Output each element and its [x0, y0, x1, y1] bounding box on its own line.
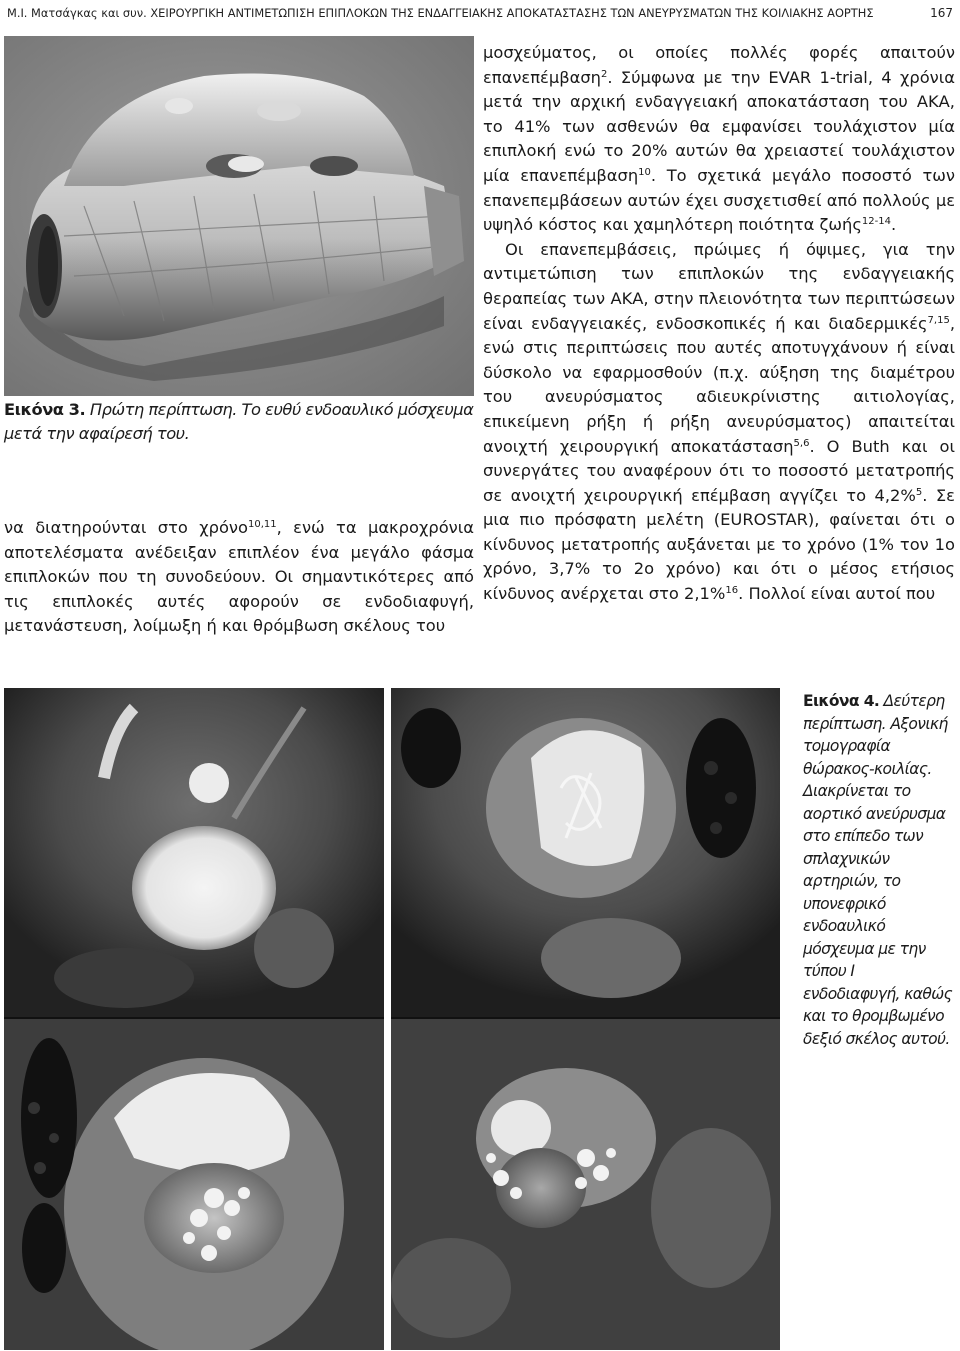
figure-4-label: Εικόνα 4.: [803, 692, 880, 710]
text-run: . Σε μια πιο πρόσφατη μελέτη (EUROSTAR), φαίνεται ότι ο κίνδυνος μετατροπής αυξάνεται με το χρόνο (1% τον 1ο χρόνο, 3,7% το 2ο χρόνο) και ότι ο μέσος ετήσιος κίνδυνος ανέρχεται στο 2,1%: [483, 485, 955, 604]
running-head: [7, 6, 953, 26]
text-run: . Πολλοί είναι αυτοί που: [738, 584, 936, 604]
text-run: . Σύμφωνα με την EVAR 1-trial, 4 χρόνια μετά την αρχική ενδαγγειακή αποκατάσταση του ΑΚΑ, το 41% των ασθενών θα εμφανίσει τουλάχιστον μία επιπλοκή ενώ το 20% αυτών θα χρειαστεί τουλάχιστον μία επανεπέμβαση: [483, 67, 955, 185]
right-paragraph-2: [483, 238, 955, 607]
figure-3-photo: [4, 36, 474, 396]
figure-4-ct-right: [391, 688, 780, 1350]
reference: 5,6: [793, 437, 810, 449]
text-run: . Το σχετικά μεγάλο ποσοστό των επανεπεμβάσεων αυτών έχει συσχετισθεί από πολλούς με υψηλό κόστος και χαμηλότερη ποιότητα ζωής: [483, 165, 955, 235]
reference: 10,11: [247, 519, 277, 530]
reference: 10: [638, 166, 651, 178]
reference: 16: [725, 585, 739, 597]
right-column: [483, 41, 955, 607]
text-run: .: [890, 215, 897, 235]
text-run: , ενώ τα μακροχρόνια αποτελέσματα ανέδειξαν επιπλέον ένα μεγάλο φάσμα επιπλοκών που τη συνοδεύουν. Οι σημαντικότερες από τις επιπλοκές αυτές αφορούν σε ενδοδιαφυγή, μετανάστευση, λοίμωξη ή και θρόμβωση σκέλους του: [4, 518, 474, 636]
figure-3-caption-text: Πρώτη περίπτωση. Το ευθύ ενδοαυλικό μόσχευμα μετά την αφαίρεσή του.: [4, 400, 474, 443]
running-head-title: Μ.Ι. Ματσάγκας και συν. ΧΕΙΡΟΥΡΓΙΚΗ ΑΝΤΙΜΕΤΩΠΙΣΗ ΕΠΙΠΛΟΚΩΝ ΤΗΣ ΕΝΔΑΓΓΕΙΑΚΗΣ ΑΠΟΚΑΤΑΣΤΑΣΗΣ ΤΩΝ ΑΝΕΥΡΥΣΜΑΤΩΝ ΤΗΣ ΚΟΙΛΙΑΚΗΣ ΑΟΡΤΗΣ: [7, 6, 874, 20]
right-paragraph-1: [483, 41, 955, 238]
figure-divider: [384, 688, 391, 1350]
reference: 2: [600, 68, 608, 80]
ct-scan-image: [4, 688, 384, 1350]
page-number: 167: [930, 6, 953, 20]
figure-4-ct-left: [4, 688, 384, 1350]
text-run: , ενώ στις περιπτώσεις που αυτές αποτυγχάνουν ή είναι δύσκολο να εφαρμοσθούν (π.χ. αύξηση της διαμέτρου του ανευρύσματος αδιευκρίνιστης αιτιολογίας, επικείμενη ρήξη ή ρήξη ανευρύσματος) απαιτείται ανοιχτή χειρουργική αποκατάσταση: [483, 313, 955, 456]
reference: 7,15: [927, 314, 950, 326]
left-column: [4, 516, 474, 639]
explanted-graft-image: [4, 36, 474, 396]
reference: 5: [915, 486, 923, 498]
text-run: μοσχεύματος, οι οποίες πολλές φορές απαιτούν επανεπέμβαση: [483, 43, 955, 87]
text-run: . Ο Buth και οι συνεργάτες του αναφέρουν ότι το ποσοστό μετατροπής σε ανοιχτή χειρουργική επέμβαση αγγίζει το 4,2%: [483, 436, 955, 505]
figure-3-caption: [4, 398, 474, 446]
figure-3-label: Εικόνα 3.: [4, 400, 86, 419]
reference: 12-14: [861, 216, 891, 228]
figure-4-caption: [803, 690, 955, 1050]
left-paragraph-1: [4, 516, 474, 639]
ct-scan-image: [391, 688, 780, 1350]
text-run: Οι επανεπεμβάσεις, πρώιμες ή όψιμες, για την αντιμετώπιση των επιπλοκών της ενδαγγειακής θεραπείας των ΑΚΑ, στην πλειονότητα των περιπτώσεων είναι ενδαγγειακές, ενδοσκοπικές ή και διαδερμικές: [483, 239, 955, 333]
text-run: να διατηρούνται στο χρόνο: [4, 518, 248, 537]
figure-4-caption-text: Δεύτερη περίπτωση. Αξονική τομογραφία θώρακος-κοιλίας. Διακρίνεται το αορτικό ανεύρυσμα στο επίπεδο των σπλαχνικών αρτηριών, το υπονεφρικό ενδοαυλικό μόσχευμα με την τύπου Ι ενδοδιαφυγή, καθώς και το θρομβωμένο δεξιό σκέλος αυτού.: [803, 692, 953, 1048]
